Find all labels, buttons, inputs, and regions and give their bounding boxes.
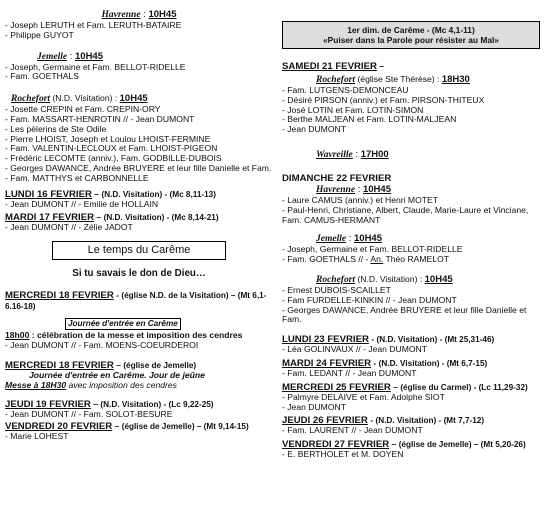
day-info: (N.D. Visitation) - (Lc 9,22-25) [100,400,214,410]
dash: - [371,357,379,368]
mass-time: 10H45 [148,9,177,20]
sunday-banner [282,21,540,49]
mass-time: 10H45 [119,93,148,105]
day-date: MERCREDI 25 FEVRIER [282,381,391,393]
intention-line: - Joseph LERUTH et Fam. LERUTH-BATAIRE [5,20,182,30]
day-date: MARDI 17 FEVRIER [5,212,95,224]
day-entry-lundi-16 [5,189,273,200]
day-date: VENDREDI 20 FEVRIER [5,421,113,433]
intention-line: - Fam. LUTGENS-DEMONCEAU [282,85,409,95]
intention-line: - Joseph, Germaine et Fam. BELLOT-RIDELLE [282,244,463,255]
intention-line: - Les pèlerins de Ste Odile [5,123,107,134]
intention-line: - Fam. MASSART-HENROTIN // - Jean DUMONT [5,113,195,124]
day-entry-dimanche-22 [282,173,540,184]
intention-line: - Fam. VALENTIN-LECLOUX et Fam. LHOIST-PIGEON [5,143,218,154]
day-date: MERCREDI 18 FEVRIER [5,290,114,302]
place-name: Rochefort [11,94,51,105]
separator: : [346,233,354,245]
intention-line: - Philippe GUYOT [5,29,74,40]
ash-text: avec imposition des cendres [66,379,177,390]
day-entry-samedi-21 [282,61,540,72]
intention-line: - Josette CREPIN et Fam. CREPIN-ORY [5,104,161,115]
intention-line: - Palmyre DELAIVE et Fam. Adolphe SIOT [282,391,445,402]
day-info: (N.D. Visitation) - (Mt 25,31-46) [376,335,495,345]
intention-line: - Jean DUMONT [282,401,346,412]
place-name: Wavreille [316,149,353,160]
intention-line: - E. BERTHOLET et M. DOYEN [282,449,404,460]
day-date: DIMANCHE 22 FEVRIER [282,172,392,184]
place-name: Rochefort [316,75,356,85]
separator: : [352,148,361,160]
intention-line: - Paul-Henri, Christiane, Albert, Claude, Marie-Laure et Vinciane, Fam. CAMUS-HERMANT [282,204,529,225]
dash: - [368,334,377,345]
day-info: (église du Carmel) - (Lc 11,29-32) [400,382,528,392]
intention-line: - Fam. GOETHALS [5,71,80,82]
dash: – [94,212,104,223]
intention-line: - Jean DUMONT // - Emilie de HOLLAIN [5,198,159,209]
day-info: (N.D. Visitation) - (Mt 6,7-15) [378,358,488,368]
place-name: Havrenne [101,10,141,20]
intention-line: - Berthe MALJEAN et Fam. LOTIN-MALJEAN [282,114,457,125]
day-info: (N.D. Visitation) - (Mt 7,7-12) [375,416,485,426]
jemelle-heading [5,51,273,63]
intention-line: - Laure CAMUS (anniv.) et Henri MOTET [282,194,438,205]
dash: - [367,415,376,426]
left-column [5,0,273,442]
intention-line: - Frédéric LECOMTE (anniv.), Fam. GODBILLE-DUBOIS [5,153,222,164]
mass-time: 10H45 [75,50,103,62]
place-name: Havrenne [316,184,356,195]
place-note: (N.D. Visitation) : [355,273,425,284]
intention-line: - Georges DAWANCE, Andrée BRUYERE et leur fille Danielle et Fam. [282,304,527,325]
separator: : [67,50,75,62]
mass-ash-line [5,381,273,391]
mass-time: 10H45 [424,273,453,285]
intention-line: - Joseph, Germaine et Fam. BELLOT-RIDELLE [5,61,186,72]
celebration-text: : célébration de la messe et imposition des cendres [29,330,243,341]
intention-line: - Fam. LAURENT // - Jean DUMONT [282,425,423,436]
day-date: LUNDI 16 FEVRIER [5,188,92,200]
intention-line [282,255,540,265]
intention-line: - Désiré PIRSON (anniv.) et Fam. PIRSON-THITEUX [282,94,485,105]
day-date: JEUDI 26 FEVRIER [282,415,368,427]
entry-box-wrap [5,313,273,331]
place-name: Rochefort [316,274,356,285]
day-info: (église N.D. de la Visitation) – (Mt 6,1-6.16-18) [5,291,267,312]
day-info: (N.D. Visitation) - (Mc 8,14-21) [103,213,219,223]
separator: : [140,9,149,20]
day-info: (N.D. Visitation) - (Mc 8,11-13) [101,189,216,199]
day-date: VENDREDI 27 FEVRIER [282,439,390,451]
place-name: Jemelle [37,51,68,62]
fast-day-line: Journée d'entrée en Carême. Jour de jeûne [29,369,205,380]
dash: – [390,381,401,392]
separator: : [355,183,363,195]
intention-line: - Fam. LEDANT // - Jean DUMONT [282,367,417,378]
mass-time-text: Messe à 18H30 [5,379,67,390]
celebration-time: 18h00 [5,330,30,341]
mass-time: 10H45 [362,183,391,195]
day-entry-mercredi-18-visitation [5,290,273,312]
careme-title-box: Le temps du Carême [52,241,226,260]
intention-text: Théo RAMELOT [383,254,449,265]
careme-entry-box: Journée d'entrée en Carême [65,318,181,330]
banner-subtitle: «Puiser dans la Parole pour résister au Mal» [323,35,499,45]
intention-text: - Fam. GOETHALS // - [282,254,371,265]
mass-time: 17H00 [360,148,389,160]
dash: - [113,290,122,301]
anniversary-abbrev: An. [370,254,384,265]
intention-line: - Georges DAWANCE, Andrée BRUYERE et leur fille Danielle et Fam. - Fam. MATTHYS et CARBONNELLE [5,162,272,183]
place-note: (église Ste Thérèse) : [355,74,442,84]
dash: – [91,188,102,199]
mass-time: 10H45 [354,233,382,245]
intention-line: - Jean DUMONT // - Fam. SOLOT-BESURE [5,409,173,420]
right-column [282,0,540,460]
intention-line: - Fam FURDELLE-KINKIN // - Jean DUMONT [282,294,457,305]
mass-time: 18H30 [441,74,470,85]
day-date: JEUDI 19 FEVRIER [5,399,91,411]
intention-line: - Marie LOHEST [5,431,69,442]
dash: – [376,61,385,71]
day-info: (église de Jemelle) [123,360,197,370]
place-note: (N.D. Visitation) : [50,93,120,104]
dash: – [389,439,399,450]
dash: – [90,399,101,410]
wavreille-heading [282,149,540,161]
day-date: SAMEDI 21 FEVRIER [282,61,377,72]
intention-line: - Jean DUMONT [282,124,346,135]
savais-heading: Si tu savais le don de Dieu… [72,268,206,280]
place-name: Jemelle [316,234,347,245]
dash: – [112,421,122,432]
day-date: MARDI 24 FEVRIER [282,357,372,369]
intention-line: - Léa GOLINVAUX // - Jean DUMONT [282,344,428,355]
day-date: LUNDI 23 FEVRIER [282,334,369,346]
intention-line: - Jean DUMONT // - Zélie JADOT [5,222,133,233]
day-info: (église de Jemelle) – (Mt 5,20-26) [398,440,526,450]
intention-line: - Ernest DUBOIS-SCAILLET [282,284,391,295]
intention-line: - Jean DUMONT // - Fam. MOENS-COEURDEROI [5,339,199,350]
intention-line: - Pierre LHOIST, Joseph et Loulou LHOIST-FERMINE [5,133,211,144]
day-date: MERCREDI 18 FEVRIER [5,359,114,371]
dash: – [113,359,124,370]
banner-title: 1er dim. de Carême - (Mc 4,1-11) [347,25,475,35]
intention-line: - José LOTIN et Fam. LOTIN-SIMON [282,104,424,115]
day-info: (église de Jemelle) – (Mt 9,14-15) [121,422,249,432]
